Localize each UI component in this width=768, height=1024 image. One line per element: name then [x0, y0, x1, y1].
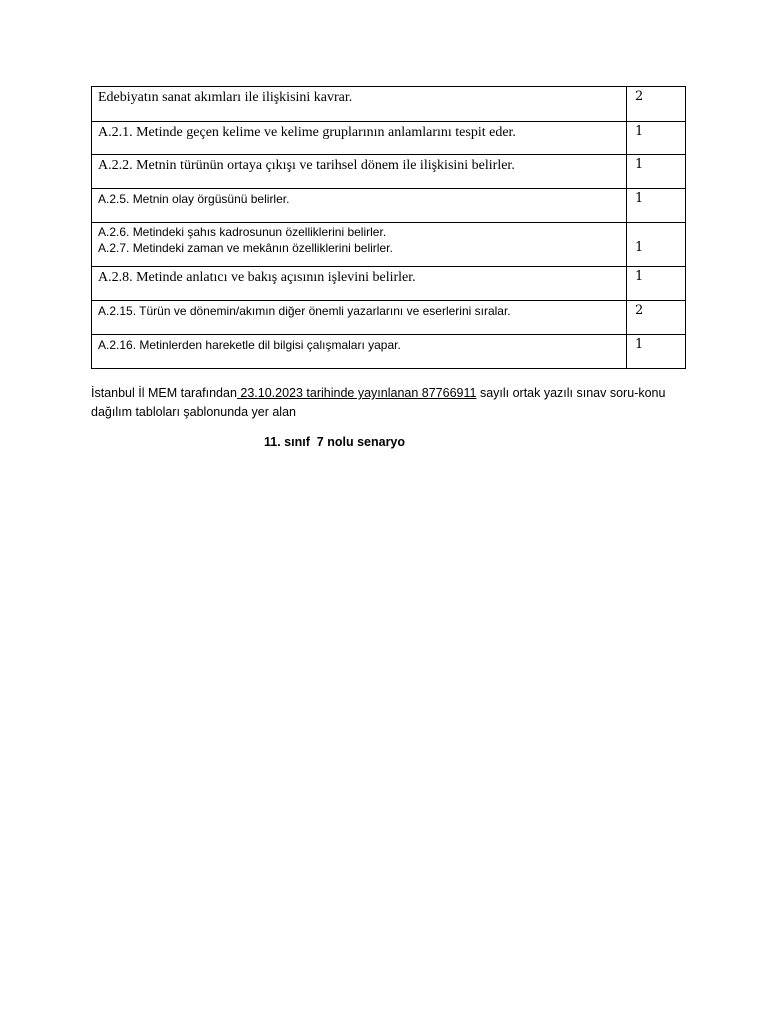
count-text: 1: [635, 191, 644, 206]
count-cell: [627, 189, 686, 223]
outcome-text: A.2.7. Metindeki zaman ve mekânın özelliklerini belirler.: [98, 241, 393, 255]
table-row: [92, 301, 686, 335]
outcome-cell: [92, 122, 627, 155]
outcome-cell: [92, 189, 627, 223]
count-cell: [627, 122, 686, 155]
outcomes-table: [91, 86, 686, 369]
note-text: İstanbul İl MEM tarafından: [91, 386, 237, 400]
count-cell: [627, 223, 686, 267]
table-row: [92, 122, 686, 155]
count-cell: [627, 335, 686, 369]
outcome-cell: [92, 223, 627, 267]
outcome-cell: [92, 155, 627, 189]
outcome-text: A.2.1. Metinde geçen kelime ve kelime gruplarının anlamlarını tespit eder.: [98, 125, 516, 140]
outcome-cell: [92, 301, 627, 335]
table-row: [92, 267, 686, 301]
source-note: [91, 384, 681, 422]
count-cell: [627, 267, 686, 301]
count-text: 2: [635, 89, 644, 104]
count-text: 1: [635, 124, 644, 139]
outcome-text: A.2.5. Metnin olay örgüsünü belirler.: [98, 192, 290, 206]
outcome-text: A.2.15. Türün ve dönemin/akımın diğer önemli yazarlarını ve eserlerini sıralar.: [98, 304, 511, 318]
outcome-cell: [92, 87, 627, 122]
outcome-cell: [92, 267, 627, 301]
count-text: 2: [635, 303, 644, 318]
outcome-text: A.2.2. Metnin türünün ortaya çıkışı ve tarihsel dönem ile ilişkisini belirler.: [98, 158, 515, 173]
table-row: [92, 155, 686, 189]
outcome-cell: [92, 335, 627, 369]
count-cell: [627, 155, 686, 189]
count-text: 1: [635, 157, 644, 172]
count-cell: [627, 301, 686, 335]
outcome-text: Edebiyatın sanat akımları ile ilişkisini kavrar.: [98, 90, 353, 105]
table-row: [92, 87, 686, 122]
count-text: 1: [635, 337, 644, 352]
table-row: [92, 335, 686, 369]
scenario-title: 11. sınıf 7 nolu senaryo: [264, 435, 406, 449]
outcome-text: A.2.6. Metindeki şahıs kadrosunun özelliklerini belirler.: [98, 225, 387, 239]
outcome-text: A.2.8. Metinde anlatıcı ve bakış açısının işlevini belirler.: [98, 270, 416, 285]
count-cell: [627, 87, 686, 122]
count-text: 1: [635, 240, 644, 255]
note-underlined-text: 23.10.2023 tarihinde yayınlanan 87766911: [236, 386, 477, 400]
table-row: [92, 223, 686, 267]
outcome-text: A.2.16. Metinlerden hareketle dil bilgisi çalışmaları yapar.: [98, 338, 401, 352]
table-row: [92, 189, 686, 223]
count-text: 1: [635, 269, 644, 284]
note-text: sayılı ortak yazılı sınav soru-konu dağılım tabloları şablonunda yer alan: [91, 386, 666, 419]
